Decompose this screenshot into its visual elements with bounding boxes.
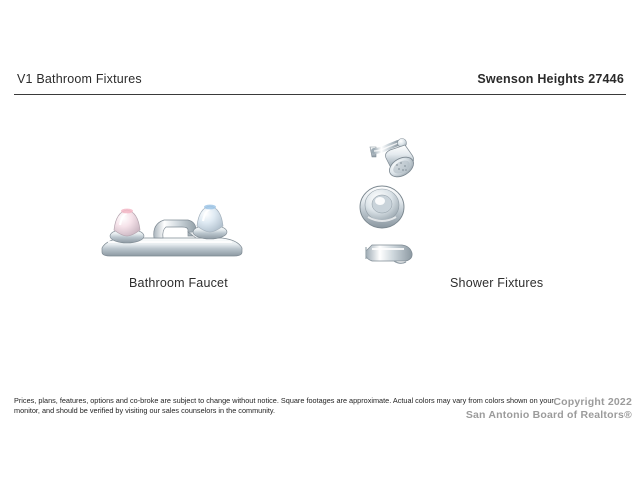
caption-bathroom-faucet: Bathroom Faucet: [129, 276, 228, 290]
disclaimer-text: Prices, plans, features, options and co-broke are subject to change without notice. Square footages are approximate. Actual colors may vary from colors shown on your monitor, and should be verified by visiting our sales counselors in the community.: [14, 396, 554, 415]
page-title: V1 Bathroom Fixtures: [17, 72, 142, 86]
watermark-line-2: San Antonio Board of Realtors®: [465, 409, 632, 421]
bathroom-faucet-image: [92, 180, 267, 265]
caption-shower-fixtures: Shower Fixtures: [450, 276, 544, 290]
shower-fixtures-image: [350, 125, 495, 285]
page-header: [0, 72, 640, 98]
watermark-line-1: Copyright 2022: [553, 396, 632, 408]
header-divider: [14, 94, 626, 95]
copyright-watermark: [442, 396, 632, 422]
community-name: Swenson Heights 27446: [477, 72, 624, 86]
